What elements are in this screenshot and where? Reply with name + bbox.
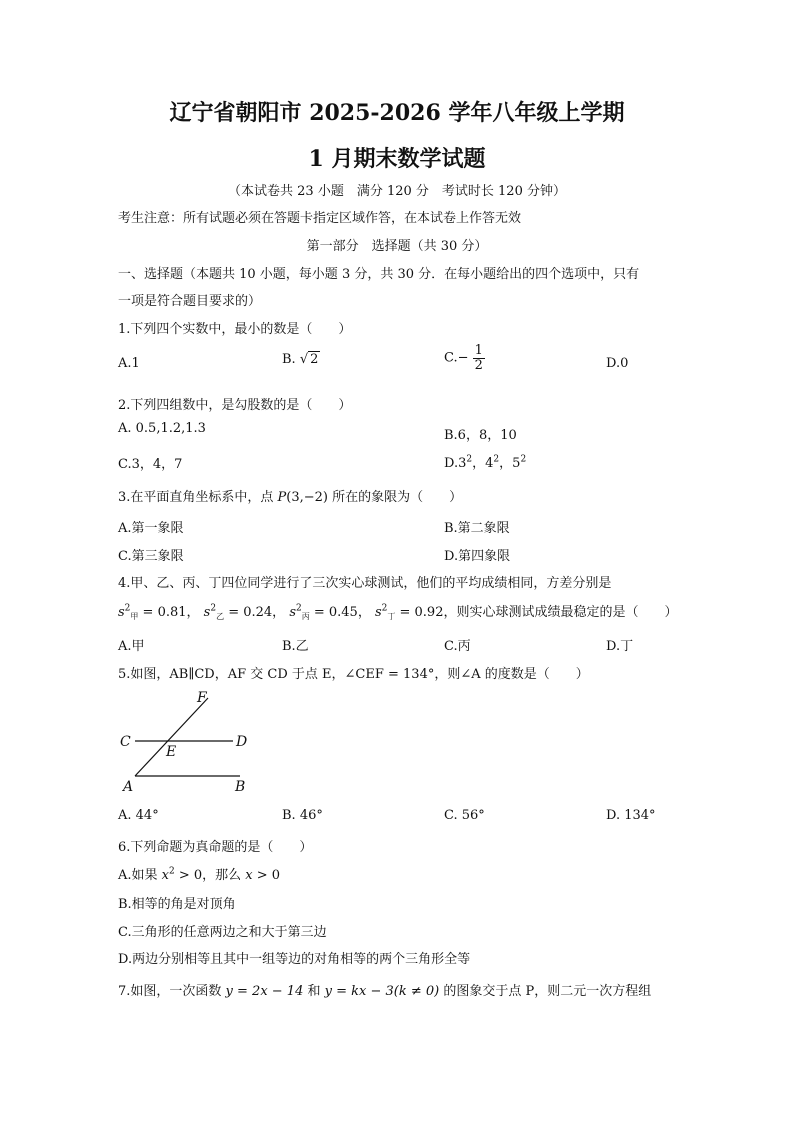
label-d: D xyxy=(236,734,248,750)
line-af xyxy=(135,698,208,776)
q4-stem: 4.甲、乙、丙、丁四位同学进行了三次实心球测试，他们的平均成绩相同，方差分别是 xyxy=(118,576,612,591)
q7-stem-suffix: 的图象交于点 P，则二元一次方程组 xyxy=(439,984,652,999)
q3-stem-suffix: 所在的象限为（ ） xyxy=(328,490,463,505)
q6-a-mid: > 0，那么 xyxy=(174,868,246,883)
q3-option-c: C.第三象限 xyxy=(118,549,184,564)
sub-yi: 乙 xyxy=(216,612,225,621)
q2-d-base-3: 5 xyxy=(512,456,521,471)
q4-option-d: D.丁 xyxy=(606,639,634,654)
sub-jia: 甲 xyxy=(130,612,139,621)
q6-a-x-2: x xyxy=(245,868,253,883)
q2-stem: 2.下列四组数中，是勾股数的是（ ） xyxy=(118,398,352,413)
q7-stem-prefix: 7.如图，一次函数 xyxy=(118,984,226,999)
q1-option-b-radicand: 2 xyxy=(310,352,319,367)
q6-a-exp: 2 xyxy=(169,866,175,877)
q2-d-base-1: 3 xyxy=(458,456,467,471)
sub-bing: 丙 xyxy=(301,612,310,621)
label-e: E xyxy=(166,744,177,760)
q1-option-c xyxy=(444,344,485,372)
q4-option-a: A.甲 xyxy=(118,639,145,654)
q5-option-c: C. 56° xyxy=(444,808,485,823)
q2-d-exp-3: 2 xyxy=(520,454,527,465)
sqrt-symbol: √ 2 xyxy=(299,352,319,367)
q2-d-exp-2: 2 xyxy=(493,454,500,465)
q6-stem: 6.下列命题为真命题的是（ ） xyxy=(118,840,313,855)
q1-stem: 1.下列四个实数中，最小的数是（ ） xyxy=(118,322,352,337)
q7-function-2: y = kx − 3(k ≠ 0) xyxy=(324,984,440,999)
q4-variances xyxy=(118,601,677,622)
var-symbol: s xyxy=(118,605,125,620)
q5-geometry-figure xyxy=(115,686,265,798)
q6-a-end: > 0 xyxy=(252,868,281,883)
q2-d-prefix: D. xyxy=(444,456,459,471)
q4-option-b: B.乙 xyxy=(282,639,309,654)
q6-option-d: D.两边分别相等且其中一组等边的对角相等的两个三角形全等 xyxy=(118,952,471,967)
exam-info: （本试卷共 23 小题 满分 120 分 考试时长 120 分钟） xyxy=(228,184,566,199)
q3-stem xyxy=(118,486,462,505)
q5-option-b: B. 46° xyxy=(282,808,323,823)
q2-option-d xyxy=(444,452,526,471)
q6-option-a xyxy=(118,864,280,883)
q3-coords: (3,−2) xyxy=(286,490,329,505)
q4-value-ding: = 0.92，则实心球测试成绩最稳定的是（ ） xyxy=(395,605,678,620)
section-intro-line-2: 一项是符合题目要求的） xyxy=(118,294,262,309)
q3-stem-prefix: 3.在平面直角坐标系中，点 xyxy=(118,490,278,505)
label-a: A xyxy=(123,779,134,795)
label-f: F xyxy=(197,690,207,706)
q2-d-base-2: 4 xyxy=(485,456,494,471)
part1-heading: 第一部分 选择题（共 30 分） xyxy=(306,239,488,254)
q1-option-c-denominator: 2 xyxy=(474,357,483,373)
q2-option-a: A. 0.5,1.2,1.3 xyxy=(118,421,206,436)
sub-ding: 丁 xyxy=(387,612,396,621)
q7-function-1: y = 2x − 14 xyxy=(225,984,304,999)
q6-option-c: C.三角形的任意两边之和大于第三边 xyxy=(118,925,327,940)
q7-and: 和 xyxy=(303,984,325,999)
title-line-2: 1 月期末数学试题 xyxy=(308,146,486,172)
title-line-1: 辽宁省朝阳市 2025-2026 学年八年级上学期 xyxy=(169,100,625,126)
q4-value-yi: = 0.24， xyxy=(224,605,286,620)
q6-a-prefix: A.如果 xyxy=(118,868,162,883)
label-b: B xyxy=(235,779,246,795)
q3-point: P xyxy=(277,490,287,505)
q5-stem: 5.如图，AB∥CD，AF 交 CD 于点 E，∠CEF = 134°，则∠A 的度数是（ ） xyxy=(118,667,589,682)
var-exp: 2 xyxy=(124,603,131,614)
q1-option-c-numerator: 1 xyxy=(474,343,483,358)
q2-d-sep-1: ， xyxy=(472,456,486,471)
var-symbol: s xyxy=(374,605,382,620)
q6-option-b: B.相等的角是对顶角 xyxy=(118,897,236,912)
q1-option-c-prefix: C.− xyxy=(444,350,469,366)
q7-stem xyxy=(118,980,651,999)
q2-d-sep-2: ， xyxy=(499,456,513,471)
q3-option-a: A.第一象限 xyxy=(118,521,184,536)
q2-d-exp-1: 2 xyxy=(466,454,473,465)
q5-option-d: D. 134° xyxy=(606,808,656,823)
section-intro-line-1: 一、选择题（本题共 10 小题，每小题 3 分，共 30 分．在每小题给出的四个选项中，只有 xyxy=(118,267,640,282)
notice: 考生注意：所有试题必须在答题卡指定区域作答，在本试卷上作答无效 xyxy=(118,211,522,226)
q1-option-b xyxy=(282,352,320,367)
q5-option-a: A. 44° xyxy=(118,808,159,823)
q3-option-d: D.第四象限 xyxy=(444,549,511,564)
var-exp: 2 xyxy=(295,603,302,614)
var-symbol: s xyxy=(203,605,211,620)
q2-option-b: B.6，8，10 xyxy=(444,428,517,443)
q1-option-a: A.1 xyxy=(118,356,140,371)
q4-option-c: C.丙 xyxy=(444,639,471,654)
var-symbol: s xyxy=(289,605,296,620)
q1-option-d: D.0 xyxy=(606,356,629,371)
var-exp: 2 xyxy=(381,603,388,614)
q4-value-jia: = 0.81， xyxy=(138,605,200,620)
q3-option-b: B.第二象限 xyxy=(444,521,510,536)
label-c: C xyxy=(120,734,131,750)
q6-a-x: x xyxy=(161,868,169,883)
q1-option-b-prefix: B. xyxy=(282,352,296,367)
q2-option-c: C.3，4，7 xyxy=(118,457,183,472)
q4-value-bing: = 0.45， xyxy=(309,605,371,620)
fraction xyxy=(473,344,485,372)
var-exp: 2 xyxy=(210,603,217,614)
